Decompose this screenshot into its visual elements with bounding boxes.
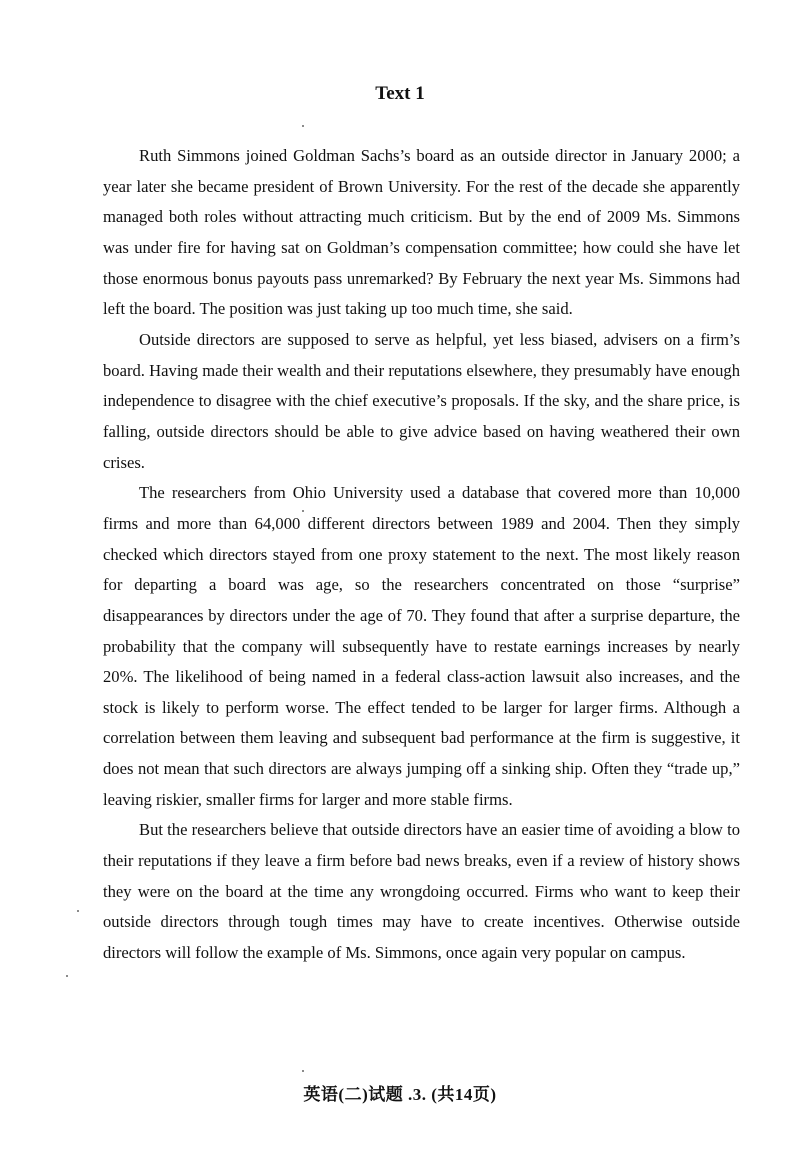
paragraph-1: Ruth Simmons joined Goldman Sachs’s board as an outside director in January 2000; a year later she became president of Brown University. For the rest of the decade she apparently managed both roles without attracting much criticism. But by the end of 2009 Ms. Simmons was under fire for having sat on Goldman’s compensation committee; how could she have let those enormous bonus payouts pass unremarked? By February the next year Ms. Simmons had left the board. The position was just taking up too much time, she said. (103, 146, 740, 319)
scan-speck (66, 975, 68, 977)
scan-speck (302, 1070, 304, 1072)
passage-body (103, 141, 740, 969)
text-title: Text 1 (375, 83, 425, 104)
paragraph-4: But the researchers believe that outside directors have an easier time of avoiding a blow to their reputations if they leave a firm before bad news breaks, even if a review of history shows they were on the board at the time any wrongdoing occurred. Firms who want to keep their outside directors through tough times may have to create incentives. Otherwise outside directors will follow the example of Ms. Simmons, once again very popular on campus. (103, 820, 740, 963)
paragraph-2: Outside directors are supposed to serve as helpful, yet less biased, advisers on a firm’s board. Having made their wealth and their reputations elsewhere, they presumably have enough independence to disagree with the chief executive’s proposals. If the sky, and the share price, is falling, outside directors should be able to give advice based on having weathered their own crises. (103, 329, 740, 472)
scan-speck (77, 910, 79, 912)
scan-speck (302, 510, 304, 512)
page-footer: 英语(二)试题 .3. (共14页) (303, 1085, 497, 1104)
scan-speck (302, 125, 304, 127)
paragraph-3: The researchers from Ohio University used a database that covered more than 10,000 firms and more than 64,000 different directors between 1989 and 2004. Then they simply checked which directors stayed from one proxy statement to the next. The most likely reason for departing a board was age, so the researchers concentrated on those “surprise” disappearances by directors under the age of 70. They found that after a surprise departure, the probability that the company will subsequently have to restate earnings increases by nearly 20%. The likelihood of being named in a federal class-action lawsuit also increases, and the stock is likely to perform worse. The effect tended to be larger for larger firms. Although a correlation between them leaving and subsequent bad performance at the firm is suggestive, it does not mean that such directors are always jumping off a sinking ship. Often they “trade up,” leaving riskier, smaller firms for larger and more stable firms. (103, 483, 740, 809)
